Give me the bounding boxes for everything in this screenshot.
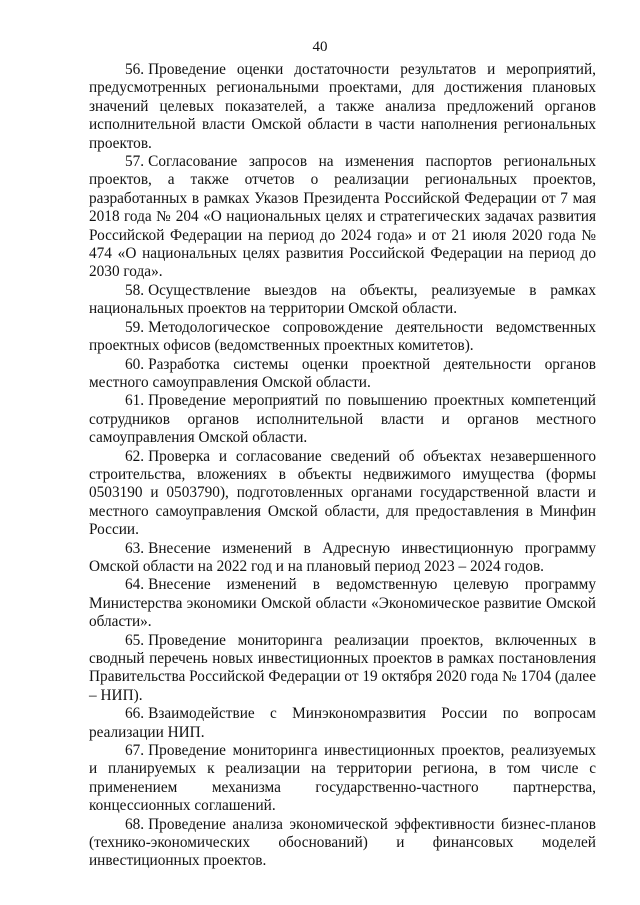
paragraph-64 [89,576,596,631]
item-number: 62. [125,447,145,465]
item-number: 57. [125,153,145,171]
paragraph-67 [89,742,596,816]
page-number: 40 [312,39,328,55]
paragraph-56 [89,61,596,153]
item-number: 66. [125,705,145,723]
item-text: Методологическое сопровождение деятельности ведомственных проектных офисов (ведомственных проектных комитетов). [89,318,596,355]
paragraph-65 [89,632,596,706]
item-text: Проведение мониторинга реализации проектов, включенных в сводный перечень новых инвестиционных проектов в рамках постановления Правительства Российской Федерации от 19 октября 2020 года № 1704 (далее – НИП). [89,631,596,704]
item-number: 60. [125,355,145,373]
paragraph-59 [89,319,596,356]
paragraph-57 [89,153,596,282]
item-text: Взаимодействие с Минэкономразвития России по вопросам реализации НИП. [89,705,596,741]
paragraph-66 [89,705,596,742]
item-text: Проведение анализа экономической эффективности бизнес-планов (технико-экономических обоснований) и финансовых моделей инвестиционных проектов. [89,815,596,870]
document-body [89,61,596,871]
paragraph-62 [89,448,596,540]
item-number: 61. [125,392,145,410]
item-text: Проверка и согласование сведений об объектах незавершенного строительства, вложениях в объекты недвижимого имущества (формы 0503190 и 0503790), подготовленных органами государственной власти и местного самоуправления Омской области, для предоставления в Минфин России. [89,447,596,539]
item-number: 56. [125,61,145,78]
item-text: Внесение изменений в ведомственную целевую программу Министерства экономики Омской области «Экономическое развитие Омской области». [89,576,596,631]
item-text: Проведение оценки достаточности результатов и мероприятий, предусмотренных региональными проектами, для достижения плановых значений целевых показателей, а также анализа предложений органов исполнительной власти Омской области в части наполнения региональных проектов. [89,61,596,152]
paragraph-63 [89,540,596,577]
item-text: Внесение изменений в Адресную инвестиционную программу Омской области на 2022 год и на плановый период 2023 – 2024 годов. [89,539,596,575]
item-number: 58. [125,281,145,299]
item-number: 63. [125,539,145,557]
item-text: Проведение мероприятий по повышению проектных компетенций сотрудников органов исполнительной власти и органов местного самоуправления Омской области. [89,392,596,447]
item-number: 64. [125,576,145,594]
item-number: 68. [125,815,145,833]
paragraph-68 [89,816,596,871]
item-text: Разработка системы оценки проектной деятельности органов местного самоуправления Омской области. [89,355,596,391]
item-number: 67. [125,742,145,760]
paragraph-60 [89,356,596,393]
paragraph-61 [89,392,596,447]
item-text: Проведение мониторинга инвестиционных проектов, реализуемых и планируемых к реализации на территории региона, в том числе с применением механизма государственно-частного партнерства, концессионных соглашений. [89,742,596,815]
item-number: 65. [125,631,145,649]
item-text: Осуществление выездов на объекты, реализуемые в рамках национальных проектов на территории Омской области. [89,281,596,318]
item-number: 59. [125,318,145,336]
paragraph-58 [89,282,596,319]
item-text: Согласование запросов на изменения паспортов региональных проектов, а также отчетов о реализации региональных проектов, разработанных в рамках Указов Президента Российской Федерации от 7 мая 2018 года № 204 «О национальных целях и стратегических задачах развития Российской Федерации на период до 2024 года» и от 21 июля 2020 года № 474 «О национальных целях развития Российской Федерации на период до 2030 года». [89,153,596,281]
